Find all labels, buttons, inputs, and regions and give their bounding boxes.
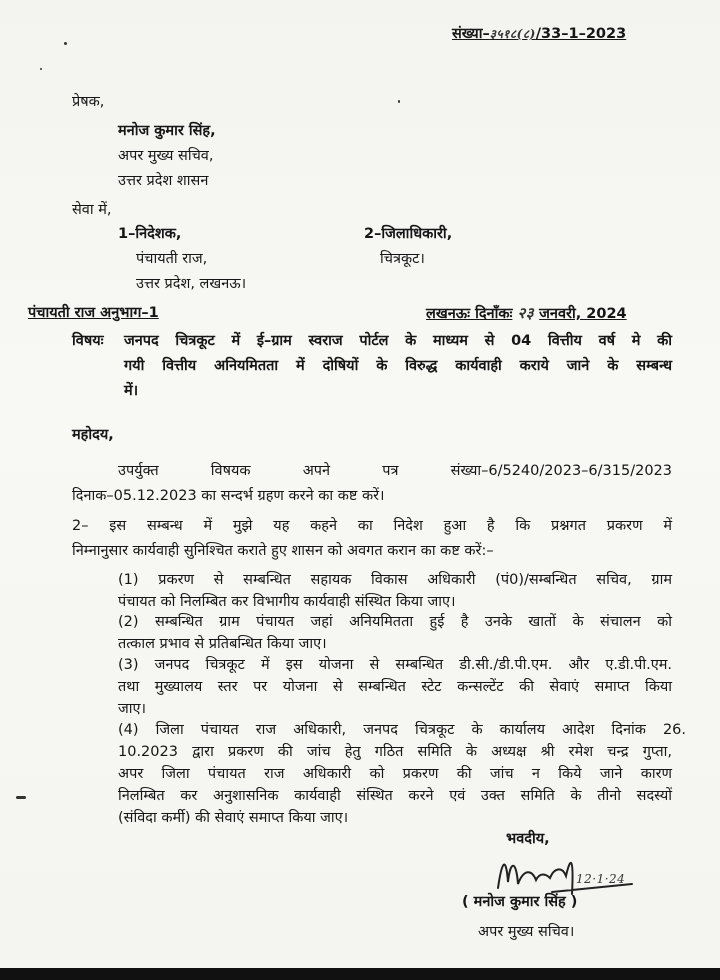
- recipient-1-line-2: पंचायती राज,: [136, 251, 208, 267]
- scan-speck: [64, 42, 67, 45]
- sender-designation: अपर मुख्य सचिव,: [118, 148, 214, 164]
- point-2-line-2: तत्काल प्रभाव से प्रतिबन्धित किया जाए।: [118, 636, 327, 652]
- reference-suffix: /33–1–2023: [535, 26, 627, 42]
- scan-speck: [16, 796, 26, 799]
- scan-speck: [40, 68, 42, 70]
- point-4-line-2: 10.2023 द्वारा प्रकरण की जांच हेतु गठित समिति के अध्यक्ष श्री रमेश चन्द्र गुप्ता,: [118, 744, 672, 760]
- recipient-1-line-1: 1–निदेशक,: [118, 226, 182, 242]
- salutation: महोदय,: [72, 427, 114, 443]
- point-4-line-3: अपर जिला पंचायत राज अधिकारी को प्रकरण की जांच न किये जाने कारण: [118, 766, 672, 782]
- reference-number: [452, 24, 626, 44]
- signature-date: 12·1·24: [576, 872, 626, 886]
- subject-line-1: जनपद चित्रकूट में ई–ग्राम स्वराज पोर्टल के माध्यम से 04 वित्तीय वर्ष मे की: [124, 333, 672, 349]
- date-suffix: जनवरी, 2024: [539, 306, 627, 322]
- reference-handwritten: ३५१८(८): [489, 27, 536, 41]
- paragraph-2-line-2: निम्नानुसार कार्यवाही सुनिश्चित कराते हुए शासन को अवगत करान का कष्ट करें:–: [72, 543, 494, 559]
- point-2-line-1: (2) सम्बन्धित ग्राम पंचायत जहां अनियमितता हुई है उनके खातों के संचालन को: [118, 614, 672, 630]
- section-name: पंचायती राज अनुभाग–1: [28, 305, 159, 321]
- recipients-heading: सेवा में,: [72, 202, 112, 218]
- subject-line-3: में।: [124, 383, 139, 399]
- point-4-line-4: निलम्बित कर अनुशासनिक कार्यवाही संस्थित करने एवं उक्त समिति के तीनो सदस्यों: [118, 788, 672, 804]
- recipient-2-line-2: चित्रकूट।: [380, 251, 425, 267]
- sender-heading: प्रेषक,: [72, 94, 105, 110]
- point-4-line-1: (4) जिला पंचायत राज अधिकारी, जनपद चित्रकूट के कार्यालय आदेश दिनांक 26.: [118, 722, 686, 738]
- screen-bottom-bar: [0, 968, 720, 980]
- letter-date: [426, 303, 627, 324]
- paragraph-1-line-2: दिनाक–05.12.2023 का सन्दर्भ ग्रहण करने का कष्ट करें।: [72, 488, 385, 504]
- signatory-name: ( मनोज कुमार सिंह ): [462, 894, 578, 910]
- scan-speck: [398, 100, 400, 103]
- point-1-line-2: पंचायत को निलम्बित कर विभागीय कार्यवाही संस्थित किया जाए।: [118, 594, 456, 610]
- point-3-line-1: (3) जनपद चित्रकूट में इस योजना से सम्बन्धित डी.सी./डी.पी.एम. और ए.डी.पी.एम.: [118, 657, 672, 673]
- paragraph-2-line-1: 2– इस सम्बन्ध में मुझे यह कहने का निदेश हुआ है कि प्रश्नगत प्रकरण में: [72, 518, 672, 534]
- signatory-designation: अपर मुख्य सचिव।: [478, 924, 575, 940]
- sender-office: उत्तर प्रदेश शासन: [118, 173, 209, 189]
- recipient-1-line-3: उत्तर प्रदेश, लखनऊ।: [136, 276, 247, 292]
- sign-off: भवदीय,: [506, 831, 550, 847]
- point-3-line-3: जाए।: [118, 701, 147, 717]
- date-prefix: लखनऊः दिनाँकः: [426, 306, 513, 322]
- date-handwritten: २३: [517, 304, 535, 322]
- point-3-line-2: तथा मुख्यालय स्तर पर योजना से सम्बन्धित स्टेट कन्सल्टेंट की सेवाएं समाप्त किया: [118, 679, 672, 695]
- sender-name: मनोज कुमार सिंह,: [118, 123, 216, 139]
- recipient-2-line-1: 2–जिलाधिकारी,: [364, 226, 453, 242]
- reference-prefix: संख्या–: [452, 26, 490, 42]
- subject-label: विषयः: [72, 333, 104, 349]
- paragraph-1-line-1: उपर्युक्त विषयक अपने पत्र संख्या–6/5240/2023–6/315/2023: [118, 463, 672, 479]
- point-4-line-5: (संविदा कर्मी) की सेवाएं समाप्त किया जाए।: [118, 810, 349, 826]
- point-1-line-1: (1) प्रकरण से सम्बन्धित सहायक विकास अधिकारी (पं0)/सम्बन्धित सचिव, ग्राम: [118, 572, 672, 588]
- subject-line-2: गयी वित्तीय अनियमितता में दोषियों के विरुद्ध कार्यवाही कराये जाने के सम्बन्ध: [124, 358, 672, 374]
